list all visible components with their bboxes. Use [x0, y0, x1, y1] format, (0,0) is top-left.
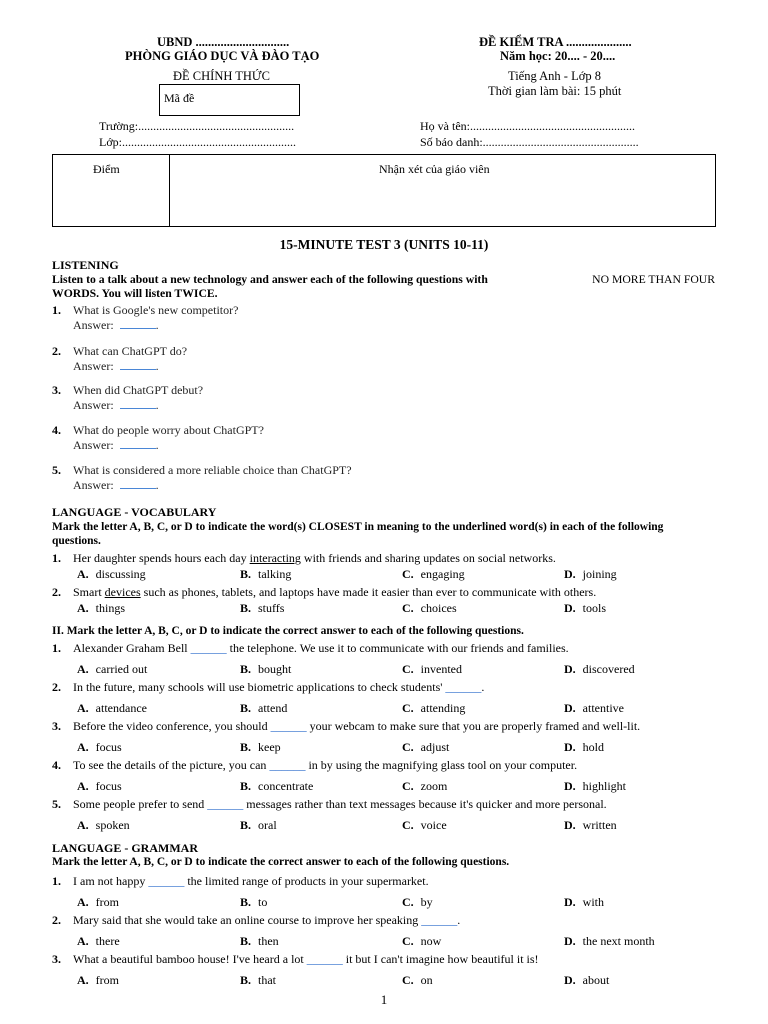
listening-instruction-1: Listen to a talk about a new technology and answer each of the following questions with [52, 273, 488, 286]
option-b[interactable] [240, 779, 313, 794]
option-c[interactable] [402, 567, 465, 582]
option-d[interactable] [564, 895, 604, 910]
option-text: invented [420, 662, 462, 676]
option-text: zoom [420, 779, 448, 793]
option-b[interactable] [240, 601, 284, 616]
option-letter: D. [564, 973, 576, 987]
question-number: 2. [52, 913, 61, 927]
listening-question [52, 344, 188, 359]
answer-blank[interactable]: ______ [270, 719, 307, 733]
option-letter: B. [240, 779, 252, 793]
option-letter: B. [240, 740, 252, 754]
listening-instruction [52, 273, 715, 286]
vocab-q2: 2. Smart devices such as phones, tablets, and laptops have made it easier than ever to communicate with others. [52, 585, 597, 599]
option-text: discussing [95, 567, 146, 581]
option-text: written [582, 818, 617, 832]
option-d[interactable] [564, 601, 606, 616]
header-test: ĐỀ KIỂM TRA ..................... [479, 35, 632, 49]
vocab-instruction-2: questions. [52, 535, 101, 547]
answer-input[interactable] [120, 318, 156, 329]
answer-row: Answer: . [73, 318, 159, 332]
option-letter: B. [240, 934, 252, 948]
option-text: attentive [582, 701, 624, 715]
option-text: by [420, 895, 433, 909]
option-a[interactable] [77, 701, 147, 716]
vocab-q2-text: Smart devices such as phones, tablets, and laptops have made it easier than ever to communicate with others. [73, 585, 597, 599]
question-number: 5. [52, 797, 61, 811]
option-letter: D. [564, 818, 576, 832]
question-text [73, 719, 640, 734]
option-text: choices [420, 601, 457, 615]
option-letter: A. [77, 934, 89, 948]
option-b[interactable] [240, 934, 279, 949]
option-text: highlight [582, 779, 627, 793]
option-c[interactable] [402, 701, 465, 716]
option-letter: D. [564, 895, 576, 909]
teacher-comment-label: Nhận xét của giáo viên [379, 162, 490, 176]
option-text: stuffs [258, 601, 285, 615]
answer-blank[interactable]: ______ [148, 874, 185, 888]
option-b[interactable] [240, 818, 277, 833]
option-letter: A. [77, 818, 89, 832]
option-letter: D. [564, 601, 576, 615]
vocab-instruction: Mark the letter A, B, C, or D to indicate the word(s) CLOSEST in meaning to the underlined word(s) in each of the following [52, 521, 664, 533]
option-letter: C. [402, 567, 414, 581]
text: In the future, many schools will use biometric applications to check students' [73, 680, 446, 694]
vocab-q1-text: Her daughter spends hours each day interacting with friends and sharing updates on social networks. [73, 551, 556, 565]
option-d[interactable] [564, 934, 655, 949]
listening-instruction-2: NO MORE THAN FOUR [592, 273, 715, 286]
answer-row: Answer: . [73, 438, 159, 452]
question-number: 2. [52, 680, 61, 694]
option-text: keep [258, 740, 281, 754]
page-number: 1 [380, 992, 388, 1007]
text: Alexander Graham Bell [73, 641, 191, 655]
question-text [73, 758, 577, 773]
option-text: that [258, 973, 277, 987]
option-letter: D. [564, 740, 576, 754]
option-letter: B. [240, 701, 252, 715]
page-title: 15-MINUTE TEST 3 (UNITS 10-11) [279, 237, 489, 252]
option-d[interactable] [564, 567, 617, 582]
question-text: What is considered a more reliable choice than ChatGPT? [73, 463, 352, 477]
question-text [73, 641, 569, 656]
text: the limited range of products in your supermarket. [184, 874, 429, 888]
question-number: 4. [52, 423, 61, 437]
option-b[interactable] [240, 895, 267, 910]
option-letter: A. [77, 895, 89, 909]
question-text [73, 680, 484, 695]
vocab-part2-question [52, 641, 569, 656]
option-letter: B. [240, 895, 252, 909]
option-b[interactable] [240, 567, 291, 582]
option-a[interactable] [77, 895, 119, 910]
option-text: focus [95, 779, 122, 793]
question-number: 4. [52, 758, 61, 772]
option-text: engaging [420, 567, 465, 581]
option-c[interactable] [402, 934, 441, 949]
header-department: PHÒNG GIÁO DỤC VÀ ĐÀO TẠO [125, 49, 320, 63]
option-d[interactable] [564, 701, 624, 716]
option-text: voice [420, 818, 447, 832]
grammar-question [52, 952, 539, 967]
option-c[interactable] [402, 973, 433, 988]
option-letter: D. [564, 567, 576, 581]
option-letter: C. [402, 601, 414, 615]
text: the telephone. We use it to communicate with our friends and families. [226, 641, 569, 655]
option-letter: B. [240, 601, 252, 615]
option-c[interactable] [402, 662, 462, 677]
option-a[interactable] [77, 567, 146, 582]
option-letter: A. [77, 662, 89, 676]
option-d[interactable] [564, 740, 604, 755]
vocab-part2-question [52, 797, 607, 812]
answer-blank[interactable]: ______ [207, 797, 244, 811]
answer-label: Answer: [73, 398, 114, 412]
listening-question [52, 303, 239, 318]
option-text: from [95, 895, 119, 909]
class-field[interactable]: Lớp:.......................................................... [99, 135, 297, 149]
answer-label: Answer: [73, 359, 114, 373]
option-a[interactable] [77, 601, 125, 616]
option-letter: D. [564, 662, 576, 676]
question-number: 3. [52, 383, 61, 397]
answer-input[interactable] [120, 478, 156, 489]
answer-input[interactable] [120, 438, 156, 449]
option-b[interactable] [240, 662, 291, 677]
name-field[interactable]: Họ và tên:....................................................... [420, 119, 635, 133]
listening-question [52, 423, 264, 438]
option-text: joining [582, 567, 617, 581]
answer-blank[interactable]: ______ [269, 758, 306, 772]
answer-input[interactable] [120, 398, 156, 409]
option-text: with [582, 895, 605, 909]
text: . [457, 913, 461, 927]
option-b[interactable] [240, 973, 276, 988]
option-letter: C. [402, 895, 414, 909]
option-letter: A. [77, 973, 89, 987]
vocab-heading: LANGUAGE - VOCABULARY [52, 505, 217, 519]
option-text: tools [582, 601, 607, 615]
question-number: 2. [52, 344, 61, 358]
answer-label: Answer: [73, 318, 114, 332]
grammar-heading: LANGUAGE - GRAMMAR [52, 841, 198, 855]
text: it but I can't imagine how beautiful it is! [342, 952, 539, 966]
question-text: What can ChatGPT do? [73, 344, 188, 358]
text: Before the video conference, you should [73, 719, 271, 733]
option-text: there [95, 934, 120, 948]
question-text [73, 874, 429, 889]
question-text [73, 797, 607, 812]
option-letter: C. [402, 740, 414, 754]
option-b[interactable] [240, 701, 287, 716]
option-letter: C. [402, 779, 414, 793]
question-number: 1. [52, 874, 61, 888]
option-d[interactable] [564, 779, 626, 794]
option-letter: C. [402, 818, 414, 832]
option-text: to [258, 895, 268, 909]
question-text [73, 952, 539, 967]
option-c[interactable] [402, 818, 447, 833]
option-text: focus [95, 740, 122, 754]
option-c[interactable] [402, 601, 457, 616]
option-text: attend [258, 701, 288, 715]
listening-question [52, 463, 352, 478]
text: Mary said that she would take an online course to improve her speaking [73, 913, 422, 927]
vocab-q1: 1. Her daughter spends hours each day interacting with friends and sharing updates on social networks. [52, 551, 556, 565]
option-letter: D. [564, 701, 576, 715]
exam-code-box [159, 84, 300, 116]
option-letter: C. [402, 662, 414, 676]
option-text: adjust [420, 740, 450, 754]
option-letter: A. [77, 601, 89, 615]
text: To see the details of the picture, you can [73, 758, 270, 772]
answer-blank[interactable]: ______ [421, 913, 458, 927]
option-letter: A. [77, 740, 89, 754]
header-school-year: Năm học: 20.... - 20.... [500, 49, 616, 63]
option-text: attendance [95, 701, 147, 715]
listening-heading: LISTENING [52, 258, 119, 272]
option-text: talking [258, 567, 292, 581]
option-c[interactable] [402, 740, 449, 755]
school-field[interactable]: Trường:.................................................... [99, 119, 295, 133]
vocab-part2-question [52, 680, 485, 695]
question-number: 1. [52, 641, 61, 655]
option-b[interactable] [240, 740, 281, 755]
listening-question [52, 383, 204, 398]
vocab-part2-instruction: II. Mark the letter A, B, C, or D to indicate the correct answer to each of the following questions. [52, 625, 524, 637]
option-text: on [420, 973, 433, 987]
option-c[interactable] [402, 895, 433, 910]
option-text: attending [420, 701, 466, 715]
answer-input[interactable] [120, 359, 156, 370]
option-text: then [258, 934, 279, 948]
option-letter: B. [240, 818, 252, 832]
answer-blank[interactable]: ______ [445, 680, 482, 694]
grammar-question [52, 913, 461, 928]
text: Some people prefer to send [73, 797, 208, 811]
option-text: oral [258, 818, 277, 832]
exam-code-label: Mã đề [164, 91, 195, 105]
header-subject: Tiếng Anh - Lớp 8 [508, 69, 601, 83]
option-letter: A. [77, 567, 89, 581]
answer-row: Answer: . [73, 478, 159, 492]
option-text: carried out [95, 662, 148, 676]
option-text: about [582, 973, 610, 987]
option-a[interactable] [77, 740, 122, 755]
option-d[interactable] [564, 662, 635, 677]
option-text: spoken [95, 818, 130, 832]
question-text [73, 913, 460, 928]
option-text: hold [582, 740, 605, 754]
question-text: What do people worry about ChatGPT? [73, 423, 264, 437]
candidate-id-field[interactable]: Số báo danh:.................................................... [420, 135, 639, 149]
option-a[interactable] [77, 779, 122, 794]
text: . [481, 680, 485, 694]
question-text: When did ChatGPT debut? [73, 383, 204, 397]
text: in by using the magnifying glass tool on your computer. [305, 758, 578, 772]
answer-label: Answer: [73, 438, 114, 452]
option-a[interactable] [77, 934, 120, 949]
score-comment-box [52, 154, 716, 227]
option-letter: A. [77, 779, 89, 793]
option-letter: D. [564, 934, 576, 948]
text: I am not happy [73, 874, 149, 888]
answer-blank[interactable]: ______ [190, 641, 227, 655]
option-letter: A. [77, 701, 89, 715]
option-text: discovered [582, 662, 635, 676]
option-letter: B. [240, 973, 252, 987]
option-letter: B. [240, 567, 252, 581]
option-text: concentrate [258, 779, 314, 793]
answer-row: Answer: . [73, 359, 159, 373]
option-letter: C. [402, 934, 414, 948]
option-letter: B. [240, 662, 252, 676]
option-d[interactable] [564, 818, 617, 833]
option-a[interactable] [77, 973, 119, 988]
option-text: now [420, 934, 442, 948]
question-number: 1. [52, 303, 61, 317]
option-letter: C. [402, 973, 414, 987]
answer-blank[interactable]: ______ [306, 952, 343, 966]
answer-label: Answer: [73, 478, 114, 492]
vocab-part2-question [52, 719, 641, 734]
option-letter: D. [564, 779, 576, 793]
text: your webcam to make sure that you are properly framed and well-lit. [306, 719, 641, 733]
option-a[interactable] [77, 818, 130, 833]
listening-instruction-3: WORDS. You will listen TWICE. [52, 287, 218, 300]
option-letter: C. [402, 701, 414, 715]
option-text: bought [258, 662, 292, 676]
score-label: Điểm [93, 162, 120, 176]
grammar-question [52, 874, 429, 889]
option-text: the next month [582, 934, 655, 948]
header-ubnd: UBND .............................. [157, 35, 290, 49]
text: What a beautiful bamboo house! I've heard a lot [73, 952, 307, 966]
text: messages rather than text messages because it's quicker and more personal. [243, 797, 607, 811]
question-number: 3. [52, 719, 61, 733]
question-number: 5. [52, 463, 61, 477]
header-official: ĐỀ CHÍNH THỨC [173, 69, 270, 83]
vocab-part2-question [52, 758, 578, 773]
question-text: What is Google's new competitor? [73, 303, 239, 317]
answer-row: Answer: . [73, 398, 159, 412]
option-d[interactable] [564, 973, 609, 988]
question-number: 3. [52, 952, 61, 966]
option-a[interactable] [77, 662, 147, 677]
option-c[interactable] [402, 779, 447, 794]
grammar-instruction: Mark the letter A, B, C, or D to indicate the correct answer to each of the following questions. [52, 856, 510, 868]
option-text: from [95, 973, 119, 987]
header-time: Thời gian làm bài: 15 phút [488, 84, 622, 98]
option-text: things [95, 601, 126, 615]
